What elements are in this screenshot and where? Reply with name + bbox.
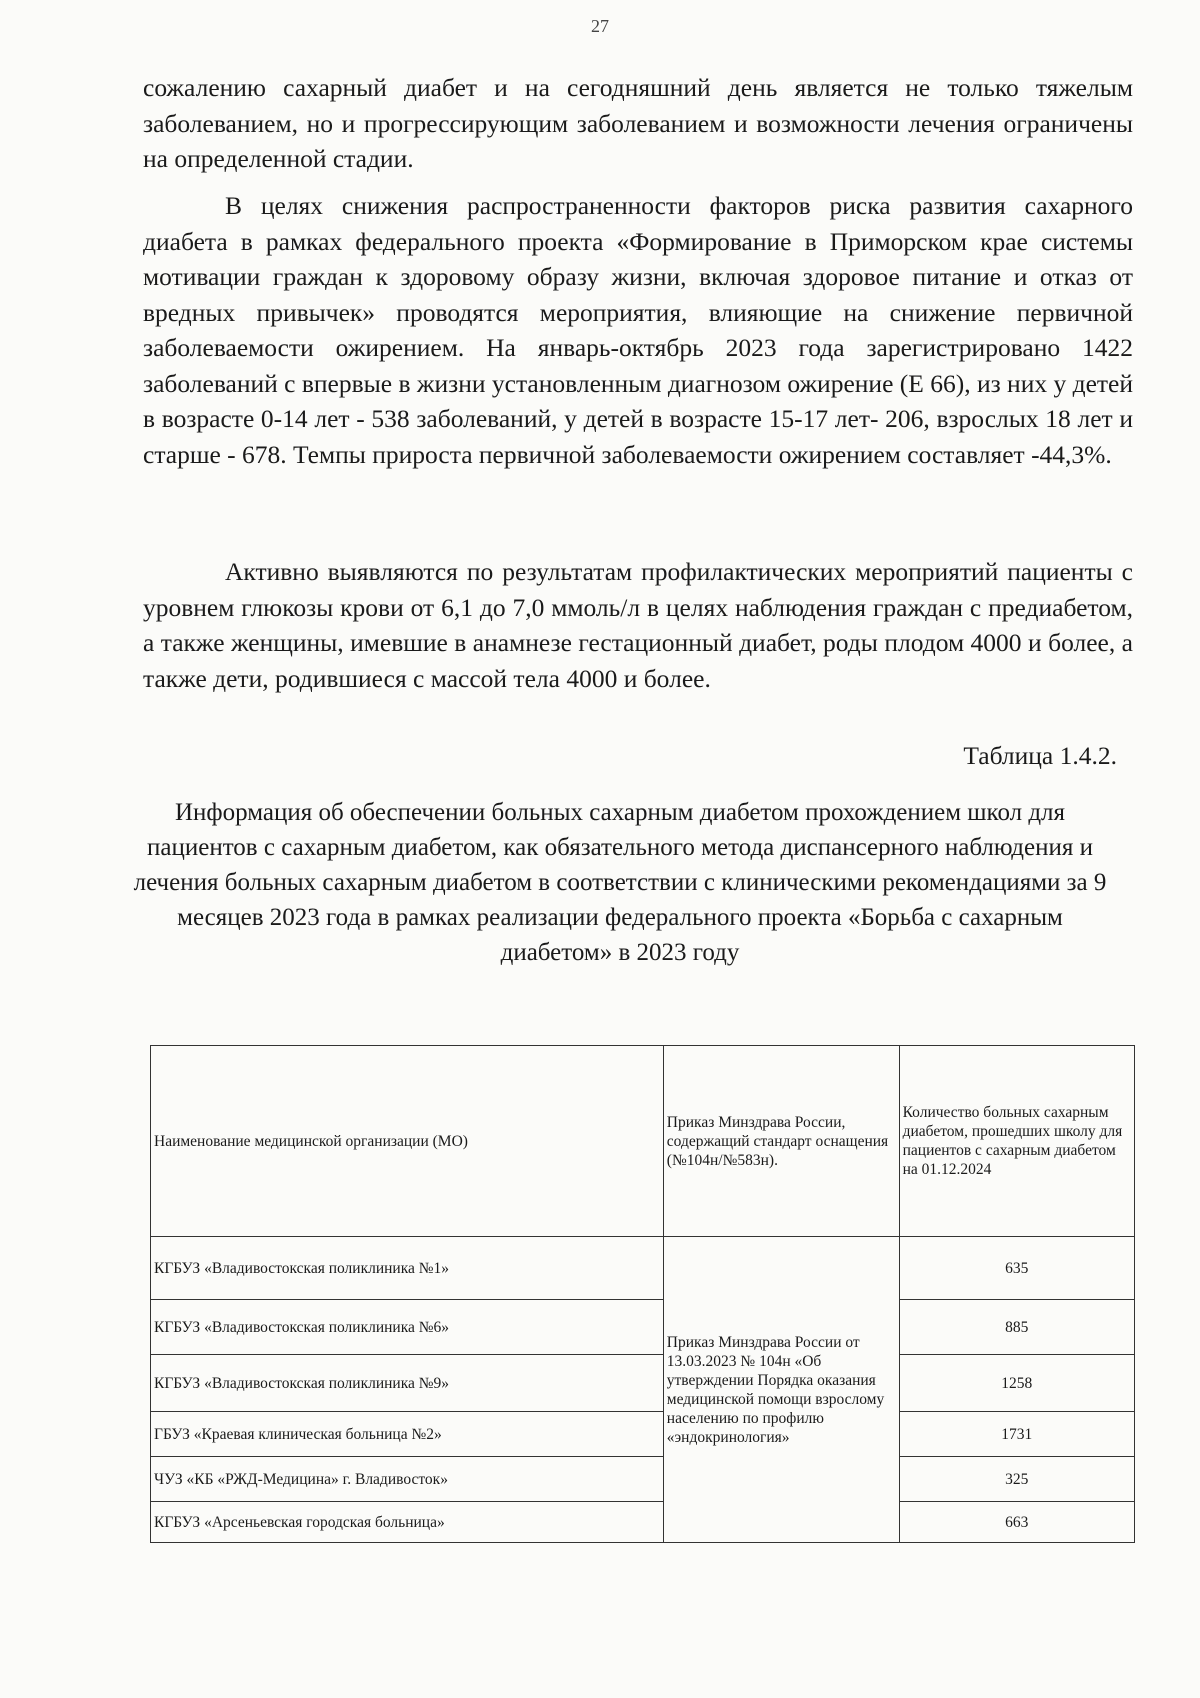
table-label: Таблица 1.4.2. xyxy=(963,741,1117,770)
table-row xyxy=(151,1502,1135,1543)
organization-cell: КГБУЗ «Владивостокская поликлиника №6» xyxy=(151,1300,664,1355)
paragraph-2 xyxy=(143,188,1133,472)
count-cell: 1731 xyxy=(899,1412,1134,1457)
paragraph-text: В целях снижения распространенности факторов риска развития сахарного диабета в рамках федерального проекта «Формирование в Приморском крае системы мотивации граждан к здоровому образу жизни, включая здоровое питание и отказ от вредных привычек» проводятся мероприятия, влияющие на снижение первичной заболеваемости ожирением. На январь-октябрь 2023 года зарегистрировано 1422 заболеваний с впервые в жизни установленным диагнозом ожирение (Е 66), из них у детей в возрасте 0-14 лет - 538 заболеваний, у детей в возрасте 15-17 лет- 206, взрослых 18 лет и старше - 678. Темпы прироста первичной заболеваемости ожирением составляет -44,3%. xyxy=(143,191,1133,469)
organization-cell: ЧУЗ «КБ «РЖД-Медицина» г. Владивосток» xyxy=(151,1457,664,1502)
count-cell: 885 xyxy=(899,1300,1134,1355)
table-row xyxy=(151,1300,1135,1355)
header-order: Приказ Минздрава России, содержащий стандарт оснащения (№104н/№583н). xyxy=(663,1046,899,1237)
table-header-row xyxy=(151,1046,1135,1237)
paragraph-3 xyxy=(143,554,1133,696)
count-cell: 1258 xyxy=(899,1355,1134,1412)
table-row xyxy=(151,1412,1135,1457)
data-table xyxy=(150,1045,1135,1543)
organization-cell: ГБУЗ «Краевая клиническая больница №2» xyxy=(151,1412,664,1457)
organization-cell: КГБУЗ «Владивостокская поликлиника №9» xyxy=(151,1355,664,1412)
table-row xyxy=(151,1237,1135,1300)
count-cell: 663 xyxy=(899,1502,1134,1543)
table-row xyxy=(151,1355,1135,1412)
table-row xyxy=(151,1457,1135,1502)
order-cell: Приказ Минздрава России от 13.03.2023 № 104н «Об утверждении Порядка оказания медицинской помощи взрослому населению по профилю «эндокринология» xyxy=(663,1237,899,1543)
page-number: 27 xyxy=(591,16,609,36)
header-count: Количество больных сахарным диабетом, прошедших школу для пациентов с сахарным диабетом на 01.12.2024 xyxy=(899,1046,1134,1237)
count-cell: 635 xyxy=(899,1237,1134,1300)
paragraph-text: Активно выявляются по результатам профилактических мероприятий пациенты с уровнем глюкозы крови от 6,1 до 7,0 ммоль/л в целях наблюдения граждан с предиабетом, а также женщины, имевшие в анамнезе гестационный диабет, роды плодом 4000 и более, а также дети, родившиеся с массой тела 4000 и более. xyxy=(143,557,1133,693)
header-organization: Наименование медицинской организации (МО) xyxy=(151,1046,664,1237)
organization-cell: КГБУЗ «Арсеньевская городская больница» xyxy=(151,1502,664,1543)
paragraph-text: сожалению сахарный диабет и на сегодняшний день является не только тяжелым заболеванием, но и прогрессирующим заболеванием и возможности лечения ограничены на определенной стадии. xyxy=(143,73,1133,173)
organization-cell: КГБУЗ «Владивостокская поликлиника №1» xyxy=(151,1237,664,1300)
table-title: Информация об обеспечении больных сахарным диабетом прохождением школ для пациентов с сахарным диабетом, как обязательного метода диспансерного наблюдения и лечения больных сахарным диабетом в соответствии с клиническими рекомендациями за 9 месяцев 2023 года в рамках реализации федерального проекта «Борьба с сахарным диабетом» в 2023 году xyxy=(133,799,1107,966)
count-cell: 325 xyxy=(899,1457,1134,1502)
paragraph-1 xyxy=(143,70,1133,177)
